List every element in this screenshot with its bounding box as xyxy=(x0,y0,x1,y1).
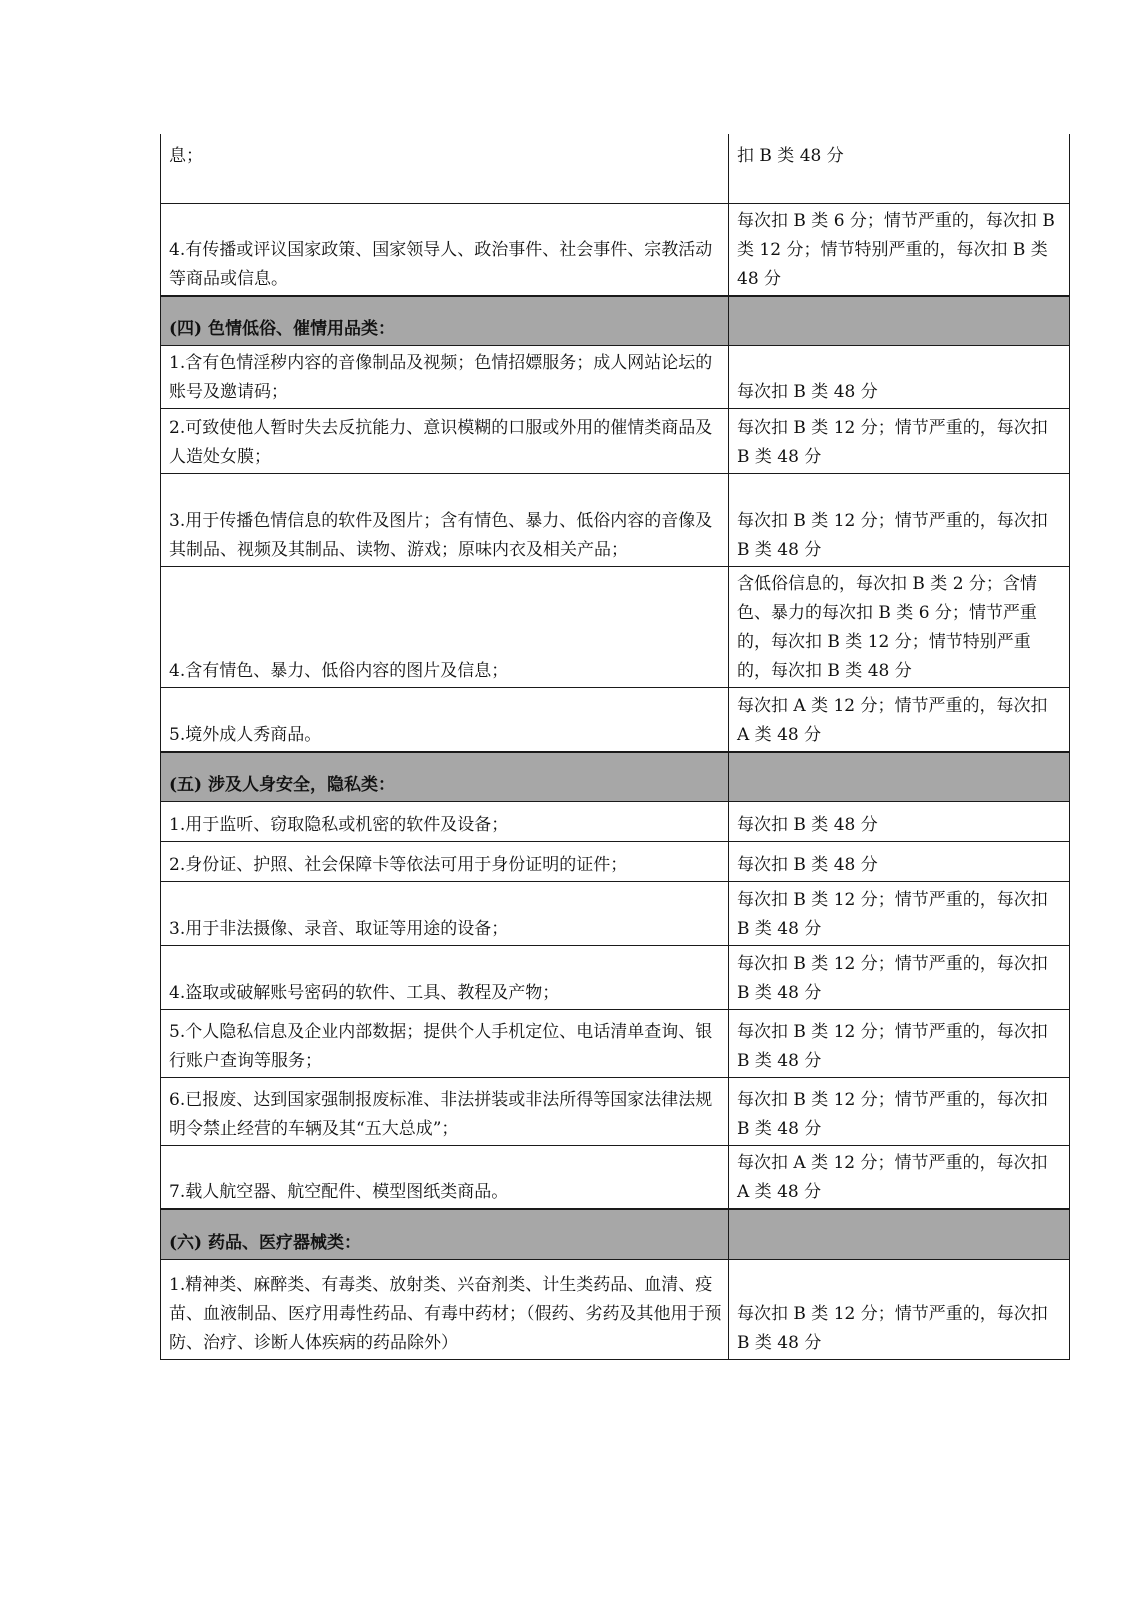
table-row xyxy=(161,687,1070,752)
section-title: (六) 药品、医疗器械类： xyxy=(161,1209,729,1259)
rule-description: 1.精神类、麻醉类、有毒类、放射类、兴奋剂类、计生类药品、血清、疫苗、血液制品、医疗用毒性药品、有毒中药材；（假药、劣药及其他用于预防、治疗、诊断人体疾病的药品除外） xyxy=(161,1259,729,1359)
penalty-cell: 扣 B 类 48 分 xyxy=(729,134,1070,203)
rule-description: 5.个人隐私信息及企业内部数据；提供个人手机定位、电话清单查询、银行账户查询等服务； xyxy=(161,1009,729,1077)
section-title: (五) 涉及人身安全，隐私类： xyxy=(161,752,729,801)
table-row xyxy=(161,134,1070,203)
section-title: (四) 色情低俗、催情用品类： xyxy=(161,296,729,345)
penalty-cell: 每次扣 A 类 12 分；情节严重的，每次扣 A 类 48 分 xyxy=(729,687,1070,752)
table-row xyxy=(161,1077,1070,1145)
penalty-cell: 每次扣 B 类 12 分；情节严重的，每次扣 B 类 48 分 xyxy=(729,881,1070,945)
penalty-cell: 每次扣 B 类 12 分；情节严重的，每次扣 B 类 48 分 xyxy=(729,473,1070,566)
rule-description: 1.用于监听、窃取隐私或机密的软件及设备； xyxy=(161,801,729,841)
rule-description: 6.已报废、达到国家强制报废标准、非法拼装或非法所得等国家法律法规明令禁止经营的车辆及其“五大总成”； xyxy=(161,1077,729,1145)
table-row xyxy=(161,841,1070,881)
rule-description: 4.含有情色、暴力、低俗内容的图片及信息； xyxy=(161,566,729,687)
penalty-cell: 含低俗信息的，每次扣 B 类 2 分；含情色、暴力的每次扣 B 类 6 分；情节严重的，每次扣 B 类 12 分；情节特别严重的，每次扣 B 类 48 分 xyxy=(729,566,1070,687)
rule-description: 2.身份证、护照、社会保障卡等依法可用于身份证明的证件； xyxy=(161,841,729,881)
penalty-cell: 每次扣 B 类 12 分；情节严重的，每次扣 B 类 48 分 xyxy=(729,408,1070,473)
table-row xyxy=(161,345,1070,408)
section-empty-cell xyxy=(729,296,1070,345)
rule-description: 3.用于非法摄像、录音、取证等用途的设备； xyxy=(161,881,729,945)
penalty-cell: 每次扣 B 类 12 分；情节严重的，每次扣 B 类 48 分 xyxy=(729,945,1070,1009)
penalty-cell: 每次扣 B 类 48 分 xyxy=(729,841,1070,881)
table-row xyxy=(161,1145,1070,1209)
rule-description: 2.可致使他人暂时失去反抗能力、意识模糊的口服或外用的催情类商品及人造处女膜； xyxy=(161,408,729,473)
section-empty-cell xyxy=(729,752,1070,801)
table-row xyxy=(161,473,1070,566)
penalty-cell: 每次扣 B 类 12 分；情节严重的，每次扣 B 类 48 分 xyxy=(729,1259,1070,1359)
rule-description: 7.载人航空器、航空配件、模型图纸类商品。 xyxy=(161,1145,729,1209)
table-row xyxy=(161,945,1070,1009)
rule-description: 息； xyxy=(161,134,729,203)
table-row xyxy=(161,566,1070,687)
penalty-cell: 每次扣 B 类 6 分；情节严重的，每次扣 B 类 12 分；情节特别严重的，每次扣 B 类 48 分 xyxy=(729,203,1070,296)
table-row xyxy=(161,408,1070,473)
rule-description: 4.有传播或评议国家政策、国家领导人、政治事件、社会事件、宗教活动等商品或信息。 xyxy=(161,203,729,296)
table-row xyxy=(161,1259,1070,1359)
penalty-cell: 每次扣 A 类 12 分；情节严重的，每次扣 A 类 48 分 xyxy=(729,1145,1070,1209)
section-header-row xyxy=(161,752,1070,801)
table-row xyxy=(161,881,1070,945)
penalty-cell: 每次扣 B 类 12 分；情节严重的，每次扣 B 类 48 分 xyxy=(729,1077,1070,1145)
penalty-cell: 每次扣 B 类 48 分 xyxy=(729,801,1070,841)
rules-table xyxy=(160,134,1070,1360)
table-row xyxy=(161,203,1070,296)
section-header-row xyxy=(161,296,1070,345)
rule-description: 1.含有色情淫秽内容的音像制品及视频；色情招嫖服务；成人网站论坛的账号及邀请码； xyxy=(161,345,729,408)
rule-description: 5.境外成人秀商品。 xyxy=(161,687,729,752)
section-header-row xyxy=(161,1209,1070,1259)
penalty-cell: 每次扣 B 类 48 分 xyxy=(729,345,1070,408)
section-empty-cell xyxy=(729,1209,1070,1259)
table-row xyxy=(161,801,1070,841)
table-row xyxy=(161,1009,1070,1077)
rule-description: 3.用于传播色情信息的软件及图片；含有情色、暴力、低俗内容的音像及其制品、视频及其制品、读物、游戏；原味内衣及相关产品； xyxy=(161,473,729,566)
penalty-cell: 每次扣 B 类 12 分；情节严重的，每次扣 B 类 48 分 xyxy=(729,1009,1070,1077)
rule-description: 4.盗取或破解账号密码的软件、工具、教程及产物； xyxy=(161,945,729,1009)
